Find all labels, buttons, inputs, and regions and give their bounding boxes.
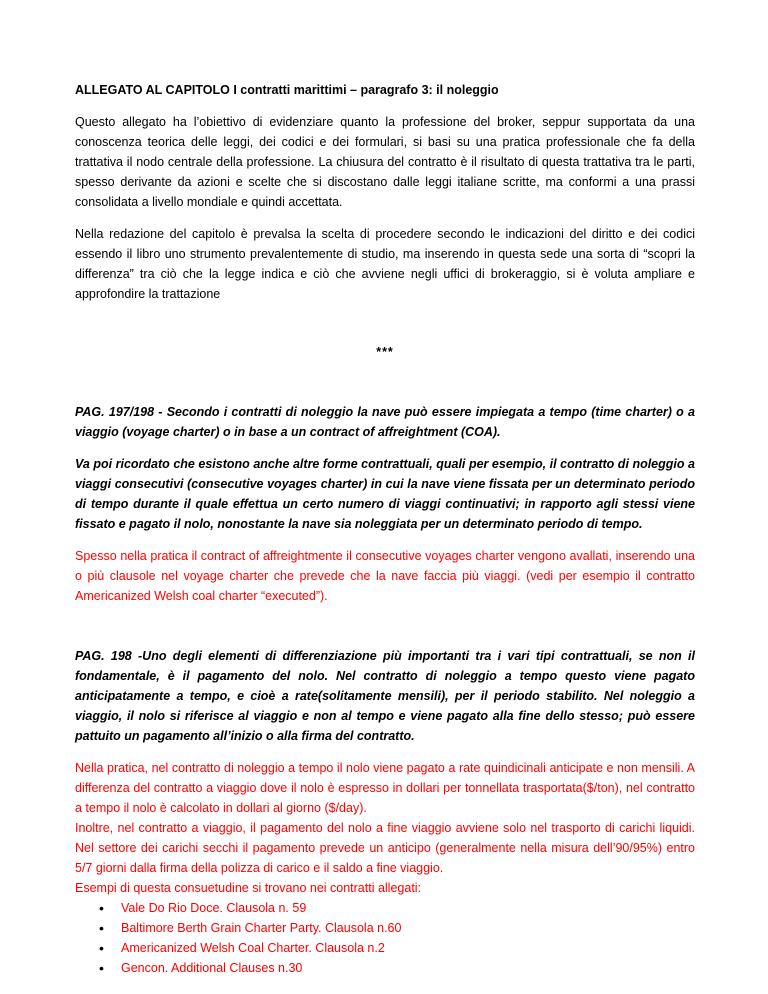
intro-paragraph-2: Nella redazione del capitolo è prevalsa la scelta di procedere secondo le indicazioni del diritto e dei codici essendo il libro uno strumento prevalentemente di studio, ma inserendo in questa sede una sorta di “scopri la differenza” tra ciò che la legge indica e ciò che avviene negli uffici di brokeraggio, si è voluta ampliare e approfondire la trattazione [75, 227, 695, 301]
list-item-text: Vale Do Rio Doce. Clausola n. 59 [121, 901, 307, 915]
section1-note: Spesso nella pratica il contract of affreightmente il consecutive voyages charter vengono avallati, inserendo una o più clausole nel voyage charter che prevede che la nave faccia più viaggi. (vedi per esempio il contratto Americanized Welsh coal charter “executed”). [75, 549, 695, 603]
section2-note-1: Nella pratica, nel contratto di noleggio a tempo il nolo viene pagato a rate quindicinali anticipate e non mensili. A differenza del contratto a viaggio dove il nolo è espresso in dollari per tonnellata trasportata($/ton), nel contratto a tempo il nolo è calcolato in dollari al giorno ($/day). [75, 761, 695, 815]
section1-body: Va poi ricordato che esistono anche altre forme contrattuali, quali per esempio, il contratto di noleggio a viaggi consecutivi (consecutive voyages charter) in cui la nave viene fissata per un determinato periodo di tempo durante il quale effettua un certo numero di viaggi continuativi; in rapporto agli stessi viene fissato e pagato il nolo, nonostante la nave sia noleggiata per un determinato periodo di tempo. [75, 457, 695, 531]
bullet-icon: • [99, 940, 104, 956]
section2-heading: PAG. 198 -Uno degli elementi di differenziazione più importanti tra i vari tipi contrattuali, se non il fondamentale, è il pagamento del nolo. Nel contratto di noleggio a tempo questo viene pagato anticipatamente a tempo, e cioè a rate(solitamente mensili), per il periodo stabilito. Nel noleggio a viaggio, il nolo si riferisce al viaggio e non al tempo e viene pagato alla fine dello stesso; può essere pattuito un pagamento all’inizio o alla firma del contratto. [75, 649, 695, 743]
section1-heading: PAG. 197/198 - Secondo i contratti di noleggio la nave può essere impiegata a tempo (time charter) o a viaggio (voyage charter) o in base a un contract of affreightment (COA). [75, 405, 695, 439]
section-separator: *** [376, 345, 394, 359]
examples-list [75, 898, 695, 978]
intro-paragraph-1: Questo allegato ha l’obiettivo di evidenziare quanto la professione del broker, seppur supportata da una conoscenza teorica delle leggi, dei codici e dei formulari, si basi su una pratica professionale che fa della trattativa il nodo centrale della professione. La chiusura del contratto è il risultato di questa trattativa tra le parti, spesso derivante da azioni e scelte che si discostano dalle leggi italiane scritte, ma conformi a una prassi consolidata a livello mondiale e quindi accettata. [75, 115, 695, 209]
list-item [99, 918, 695, 938]
section2-note-3: Esempi di questa consuetudine si trovano nei contratti allegati: [75, 881, 422, 895]
section2-note-2: Inoltre, nel contratto a viaggio, il pagamento del nolo a fine viaggio avviene solo nel trasporto di carichi liquidi. Nel settore dei carichi secchi il pagamento prevede un anticipo (generalmente nella misura dell’90/95%) entro 5/7 giorni dalla firma della polizza di carico e il saldo a fine viaggio. [75, 821, 695, 875]
document-body [75, 80, 695, 978]
list-item [99, 938, 695, 958]
list-item-text: Gencon. Additional Clauses n.30 [121, 961, 303, 975]
bullet-icon: • [99, 920, 104, 936]
bullet-icon: • [99, 960, 104, 976]
list-item [99, 958, 695, 978]
list-item [99, 898, 695, 918]
list-item-text: Baltimore Berth Grain Charter Party. Clausola n.60 [121, 921, 402, 935]
document-title: ALLEGATO AL CAPITOLO I contratti marittimi – paragrafo 3: il noleggio [75, 83, 499, 97]
list-item-text: Americanized Welsh Coal Charter. Clausola n.2 [121, 941, 385, 955]
bullet-icon: • [99, 900, 104, 916]
